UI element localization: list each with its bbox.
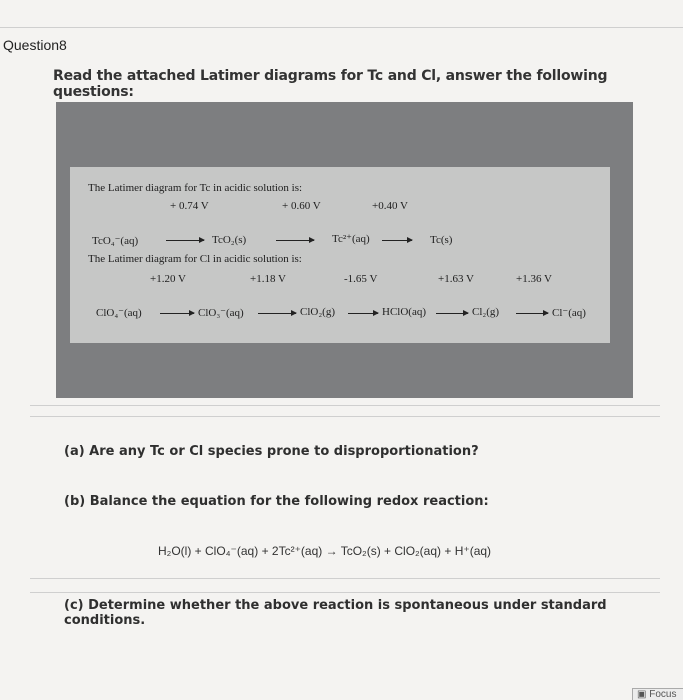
cl-arrow-5 <box>516 313 548 314</box>
cl-arrow-1 <box>160 313 194 314</box>
cl-arrow-3 <box>348 313 378 314</box>
instructions-text: Read the attached Latimer diagrams for Tc and Cl, answer the following questions: <box>53 68 608 100</box>
part-a-question: (a) Are any Tc or Cl species prone to disproportionation? <box>64 444 479 459</box>
cl-species-cl2: Cl₂(g) <box>472 306 500 318</box>
cl-arrow-2 <box>258 313 296 314</box>
tc-diagram-title: The Latimer diagram for Tc in acidic solution is: <box>88 182 303 194</box>
redox-equation: H₂O(l) + ClO₄⁻(aq) + 2Tc²⁺(aq) → TcO₂(s) + ClO₂(aq) + H⁺(aq) <box>158 544 492 558</box>
cl-species-cl-minus: Cl⁻(aq) <box>552 307 586 319</box>
cl-potential-2: +1.18 V <box>250 273 286 285</box>
cl-species-hclo: HClO(aq) <box>382 306 426 318</box>
tc-arrow-3 <box>382 240 412 241</box>
tc-species-tco2: TcO₂(s) <box>212 234 247 246</box>
part-b-question: (b) Balance the equation for the following redox reaction: <box>64 494 489 509</box>
tc-species-tc: Tc(s) <box>430 234 453 246</box>
cl-potential-3: -1.65 V <box>344 273 378 285</box>
divider <box>30 405 660 406</box>
part-c-question: (c) Determine whether the above reaction is spontaneous under standard conditions. <box>64 598 607 628</box>
tc-species-tc2plus: Tc²⁺(aq) <box>332 233 370 245</box>
question-number: Question8 <box>3 37 67 53</box>
focus-button[interactable] <box>632 688 683 700</box>
tc-potential-1: + 0.74 V <box>170 200 209 212</box>
focus-label: Focus <box>649 689 677 700</box>
cl-potential-5: +1.36 V <box>516 273 552 285</box>
cl-species-clo3: ClO₃⁻(aq) <box>198 307 244 319</box>
tc-potential-2: + 0.60 V <box>282 200 321 212</box>
cl-arrow-4 <box>436 313 468 314</box>
cl-potential-1: +1.20 V <box>150 273 186 285</box>
tc-species-tco4: TcO₄⁻(aq) <box>92 235 139 247</box>
cl-species-clo2: ClO₂(g) <box>300 306 335 318</box>
tc-arrow-1 <box>166 240 204 241</box>
tc-potential-3: +0.40 V <box>372 200 408 212</box>
cl-diagram-title: The Latimer diagram for Cl in acidic solution is: <box>88 253 302 265</box>
tc-arrow-2 <box>276 240 314 241</box>
cl-potential-4: +1.63 V <box>438 273 474 285</box>
divider <box>30 416 660 417</box>
top-divider <box>0 27 683 28</box>
focus-icon: ▣ <box>637 689 647 700</box>
divider <box>30 578 660 579</box>
cl-species-clo4: ClO₄⁻(aq) <box>96 307 142 319</box>
divider <box>30 592 660 593</box>
